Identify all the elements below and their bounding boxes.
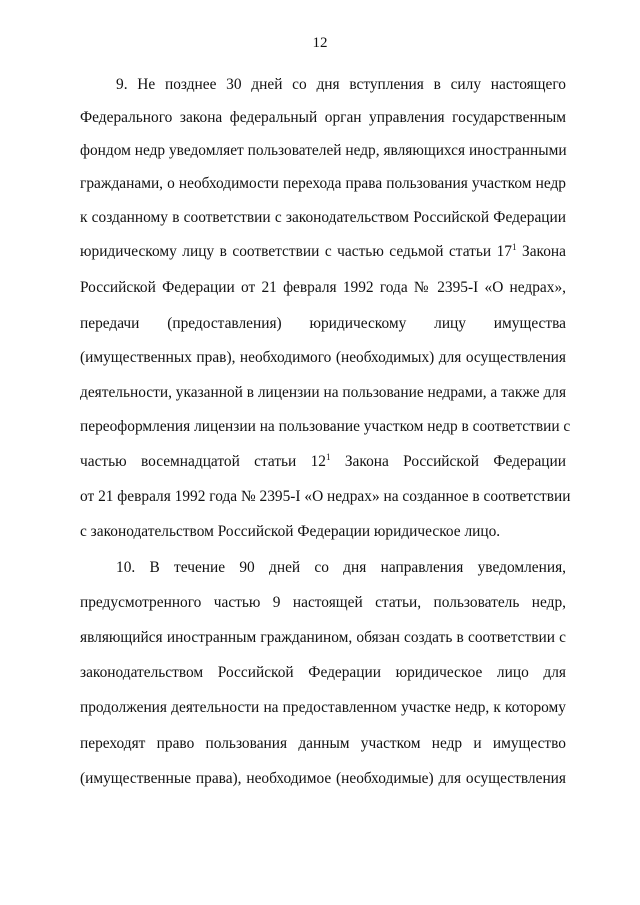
superscript: 1 — [512, 241, 517, 252]
text-segment: Закона — [516, 243, 566, 260]
text-line: деятельности, указанной в лицензии на пользование недрами, а также для — [80, 384, 567, 401]
text-line: фондом недр уведомляет пользователей недр, являющихся иностранными — [80, 142, 567, 159]
text-line: предусмотренного частью 9 настоящей статьи, пользователь недр, — [80, 594, 566, 611]
page-number: 12 — [312, 35, 328, 51]
text-line: с законодательством Российской Федерации юридическое лицо. — [80, 523, 501, 540]
text-segment: юридическому лицу в соответствии с частью седьмой статьи 17 — [80, 243, 512, 260]
text-line: законодательством Российской Федерации юридическое лицо для — [80, 664, 566, 681]
text-line: от 21 февраля 1992 года № 2395-I «О недрах» на созданное в соответствии — [80, 488, 571, 505]
text-segment: частью восемнадцатой статьи 12 — [80, 453, 327, 470]
text-segment: Закона Российской Федерации — [330, 453, 567, 470]
text-line: гражданами, о необходимости перехода права пользования участком недр — [80, 175, 566, 192]
superscript: 1 — [326, 451, 331, 462]
text-line: 10. В течение 90 дней со дня направления уведомления, — [116, 559, 566, 576]
text-line: передачи (предоставления) юридическому лицу имущества — [80, 315, 566, 332]
text-line: 9. Не позднее 30 дней со дня вступления в силу настоящего — [116, 76, 566, 93]
text-line-with-superscript — [80, 452, 566, 472]
text-line: продолжения деятельности на предоставленном участке недр, к которому — [80, 699, 566, 716]
text-line: переходят право пользования данным участком недр и имущество — [80, 735, 566, 752]
text-line-with-superscript — [80, 242, 566, 262]
text-line: являющийся иностранным гражданином, обязан создать в соответствии с — [80, 629, 566, 646]
text-line: Российской Федерации от 21 февраля 1992 года № 2395-I «О недрах», — [80, 279, 566, 296]
text-line: Федерального закона федеральный орган управления государственным — [80, 109, 566, 126]
text-line: (имущественных прав), необходимого (необходимых) для осуществления — [80, 349, 566, 366]
text-line: переоформления лицензии на пользование участком недр в соответствии с — [80, 418, 571, 435]
text-line: к созданному в соответствии с законодательством Российской Федерации — [80, 209, 566, 226]
text-line: (имущественные права), необходимое (необходимые) для осуществления — [80, 770, 566, 787]
